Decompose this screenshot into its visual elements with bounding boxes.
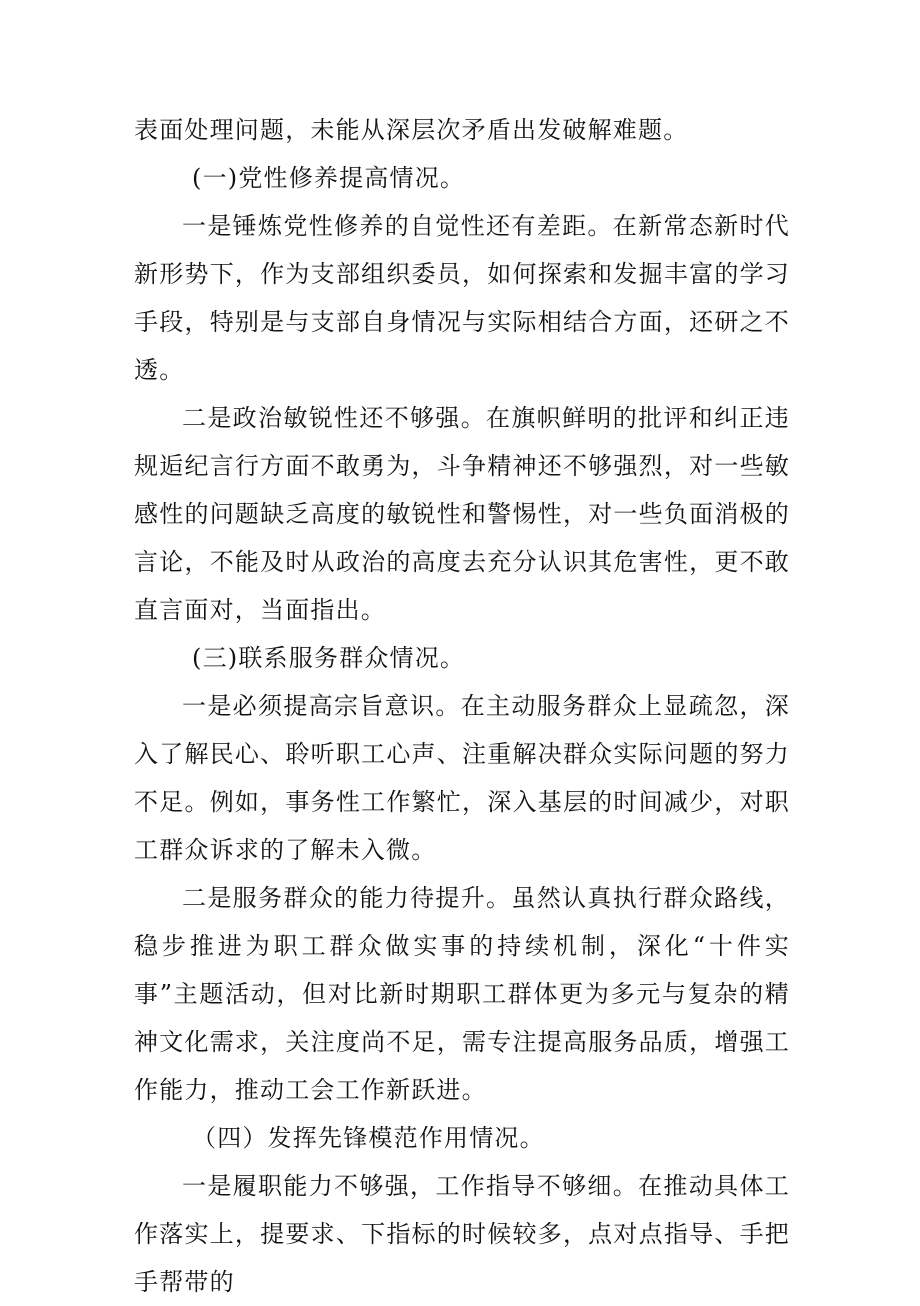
paragraph: 一是履职能力不够强，工作指导不够细。在推动具体工作落实上，提要求、下指标的时候较多，点对点指导、手把手帮带的 [134,1172,790,1296]
paragraph: 一是锤炼党性修养的自觉性还有差距。在新常态新时代新形势下，作为支部组织委员，如何探索和发掘丰富的学习手段，特别是与支部自身情况与实际相结合方面，还研之不透。 [134,212,790,384]
document-body [134,106,790,1306]
section-heading-1: (一)党性修养提高情况。 [192,164,466,192]
paragraph: 二是政治敏锐性还不够强。在旗帜鲜明的批评和纠正违规逅纪言行方面不敢勇为，斗争精神还不够强烈，对一些敏感性的问题缺乏高度的敏锐性和警惕性，对一些负面消极的言论，不能及时从政治的高度去充分认识其危害性，更不敢直言面对，当面指出。 [134,404,790,624]
paragraph: 一是必须提高宗旨意识。在主动服务群众上显疏忽，深入了解民心、聆听职工心声、注重解决群众实际问题的努力不足。例如，事务性工作繁忙，深入基层的时间减少，对职工群众诉求的了解未入微。 [134,692,790,864]
paragraph-continued: 表面处理问题，未能从深层次矛盾出发破解难题。 [134,116,689,144]
section-heading-3: (三)联系服务群众情况。 [192,644,466,672]
paragraph: 二是服务群众的能力待提升。虽然认真执行群众路线，稳步推进为职工群众做实事的持续机制，深化“十件实事”主题活动，但对比新时期职工群体更为多元与复杂的精神文化需求，关注度尚不足，需专注提高服务品质，增强工作能力，推动工会工作新跃进。 [134,884,790,1104]
section-heading-4: （四）发挥先锋模范作用情况。 [192,1124,545,1152]
